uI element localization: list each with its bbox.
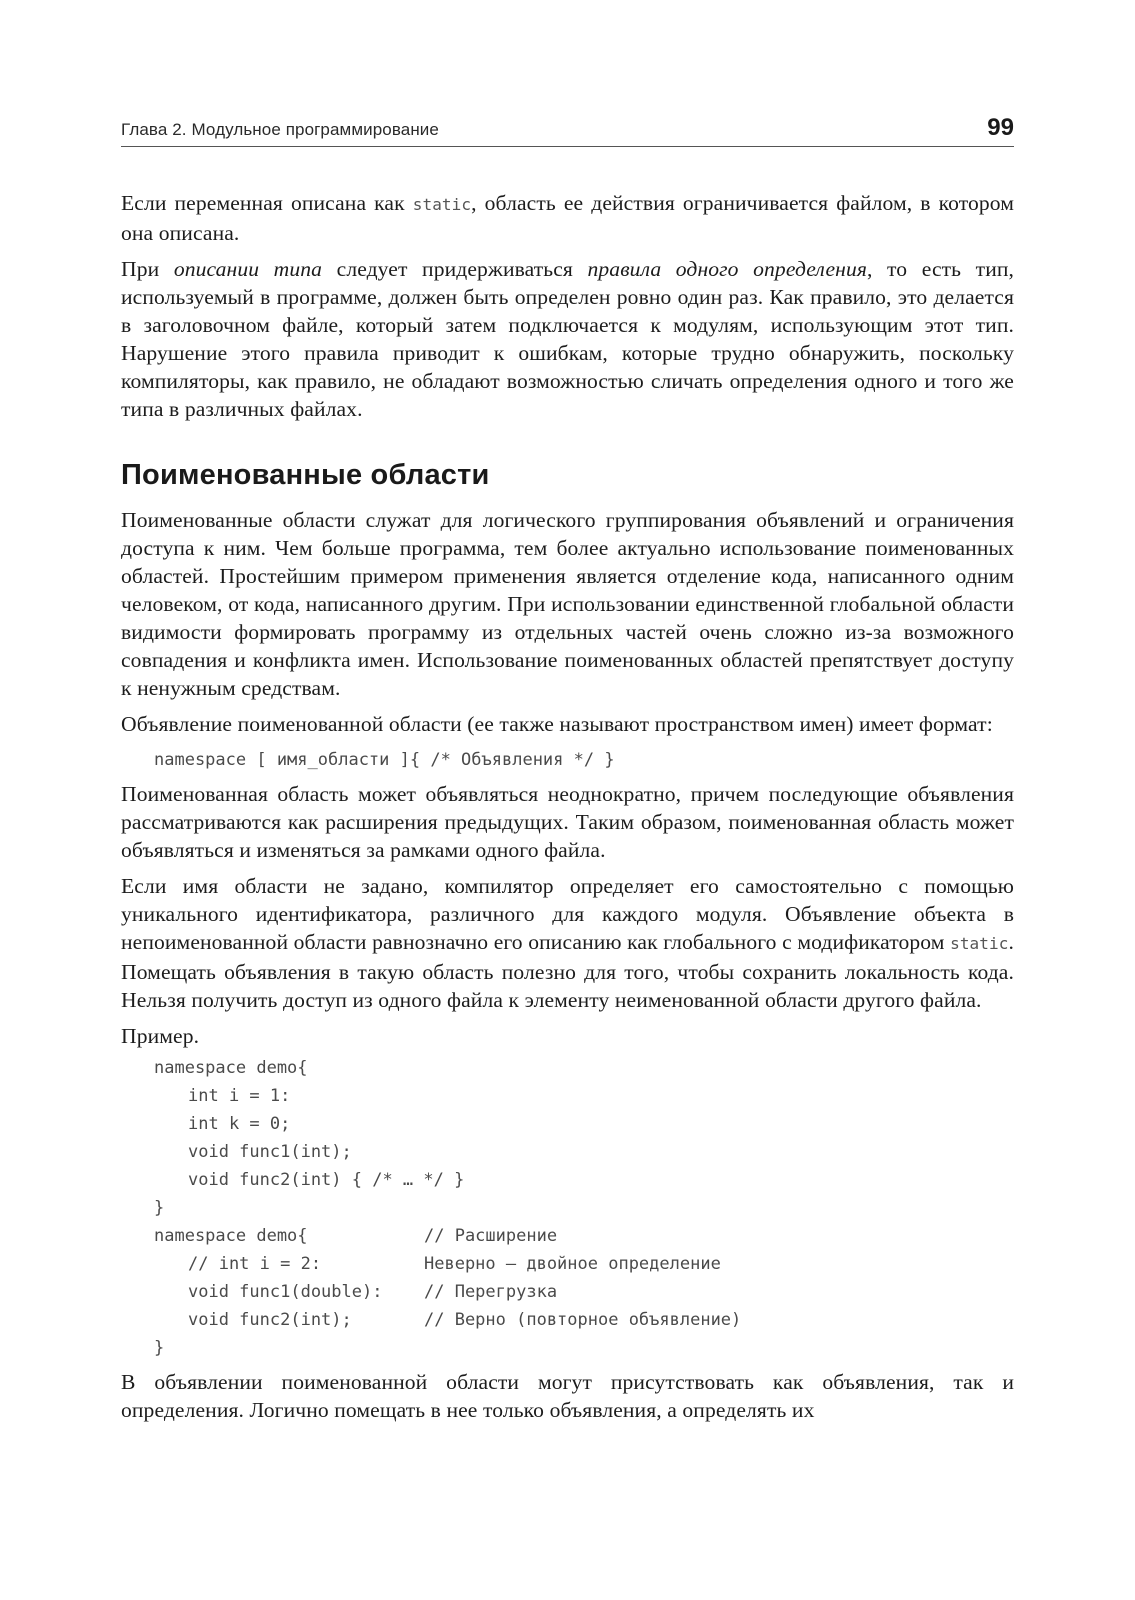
page-content [121,189,1014,1424]
text-fragment: . Помещать объявления в такую область полезно для того, чтобы сохранить локальность кода. Нельзя получить доступ из одного файла к элементу неименованной области другого файла. [121,930,1014,1012]
book-page [121,104,1014,1432]
code-line [154,1250,1014,1278]
code-line: void func1(int); [188,1142,352,1162]
text-fragment: Если переменная описана как [121,191,413,215]
code-comment: Неверно — двойное определение [424,1254,721,1274]
text-fragment: следует придерживаться [322,257,588,281]
code-line: } [154,1198,165,1218]
page-number: 99 [987,114,1014,141]
paragraph-namespaces-intro: Поименованные области служат для логического группирования объявлений и ограничения доступа к ним. Чем больше программа, тем более актуально использование поименованных областей. Простейшим примером применения является отделение кода, написанного одним человеком, от кода, написанного другим. При использовании единственной глобальной области видимости формировать программу из отдельных частей очень сложно из-за возможного совпадения и конфликта имен. Использование поименованных областей препятствует доступу к ненужным средствам. [121,508,1014,700]
code-line: int i = 1: [188,1086,291,1106]
code-line [154,1222,1014,1250]
running-header [121,104,1014,147]
text-fragment: , область ее действия ограничивается файлом, в котором она описана. [121,191,1014,245]
code-line: } [154,1338,165,1358]
code-line: namespace [ имя_области ]{ /* Объявления */ } [154,750,615,770]
code-line [154,1278,1014,1306]
paragraph-declarations-definitions: В объявлении поименованной области могут присутствовать как объявления, так и определения. Логично помещать в нее только объявления, а определять их [121,1370,1014,1422]
code-comment: // Верно (повторное объявление) [424,1310,742,1330]
code-statement: namespace demo{ [154,1226,308,1246]
term-type-description: описании типа [173,257,323,281]
code-comment: // Перегрузка [424,1282,558,1302]
example-label: Пример. [121,1024,200,1048]
section-heading: Поименованные области [121,459,490,491]
code-statement: void func2(int); [188,1310,352,1330]
inline-code-static: static [950,934,1009,953]
code-statement: void func1(double): [188,1282,383,1302]
code-comment: // Расширение [424,1226,558,1246]
paragraph-namespace-format: Объявление поименованной области (ее также называют пространством имен) имеет формат: [121,712,993,736]
text-fragment: , то есть тип, используемый в программе, должен быть определен ровно один раз. Как правило, это делается в заголовочном файле, который затем подключается к модулям, использующим этот тип. Нарушение этого правила приводит к ошибкам, которые трудно обнаружить, поскольку компиляторы, как правило, не обладают возможностью сличать определения одного и того же типа в различных файлах. [121,257,1015,421]
paragraph-unnamed-namespace [121,872,1014,1014]
inline-code-static: static [412,195,472,214]
code-line: void func2(int) { /* … */ } [188,1170,465,1190]
chapter-title: Глава 2. Модульное программирование [121,120,439,139]
text-fragment: При [121,257,174,281]
code-line: int k = 0; [188,1114,291,1134]
code-example [154,1054,1014,1362]
term-one-definition-rule: правила одного определения [587,257,867,281]
code-line [154,1306,1014,1334]
paragraph-namespace-extension: Поименованная область может объявляться неоднократно, причем последующие объявления рассматриваются как расширения предыдущих. Таким образом, поименованная область может объявляться и изменяться за рамками одного файла. [121,782,1014,862]
text-fragment: Если имя области не задано, компилятор определяет его самостоятельно с помощью уникального идентификатора, различного для каждого модуля. Объявление объекта в непоименованной области равнозначно его описанию как глобального с модификатором [121,874,1014,954]
code-statement: // int i = 2: [188,1254,322,1274]
code-line: namespace demo{ [154,1058,308,1078]
paragraph-static-scope [121,189,1014,247]
code-format-line [154,746,1014,774]
paragraph-type-definition [121,255,1014,423]
